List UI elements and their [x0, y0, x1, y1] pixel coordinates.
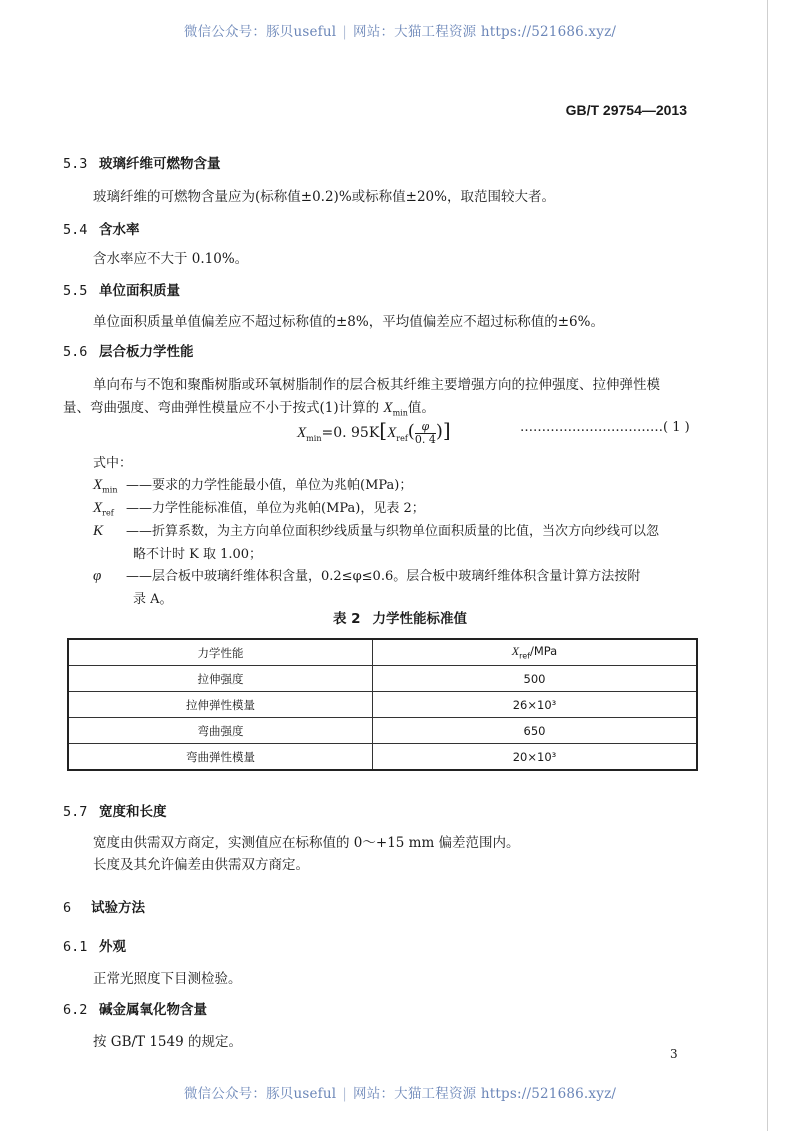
- paragraph: 单位面积质量单值偏差应不超过标称值的±8%，平均值偏差应不超过标称值的±6%。: [93, 314, 604, 330]
- cell-property: 拉伸强度: [68, 666, 373, 692]
- formula-symbol: X: [297, 425, 307, 441]
- chapter-number: 6: [63, 900, 72, 916]
- cell-property: 拉伸弹性模量: [68, 692, 373, 718]
- subscript: ref: [519, 651, 530, 661]
- watermark-top: [0, 20, 800, 40]
- section-number: 5.5: [63, 283, 88, 299]
- subscript: min: [102, 485, 118, 495]
- formula-subscript: min: [306, 433, 322, 443]
- paren-close: ): [435, 421, 443, 442]
- section-title: 宽度和长度: [99, 804, 167, 820]
- definition-symbol: [93, 500, 126, 518]
- definition-item: [93, 474, 412, 495]
- paragraph: 正常光照度下目测检验。: [93, 971, 242, 987]
- formula-symbol: X: [387, 425, 397, 441]
- symbol: φ: [93, 568, 102, 584]
- standard-number: GB/T 29754—2013: [565, 102, 687, 118]
- symbol: X: [93, 477, 103, 493]
- table-row: [68, 744, 697, 771]
- watermark-bottom: [0, 1082, 800, 1102]
- section-title: 单位面积质量: [99, 283, 180, 299]
- chapter-title: 试验方法: [91, 900, 145, 916]
- paren-open: (: [407, 421, 415, 442]
- definition-symbol: [93, 523, 126, 540]
- leader-dots: ……………………………: [520, 420, 663, 435]
- header-cell: 力学性能: [68, 639, 373, 666]
- section-number: 5.4: [63, 222, 88, 238]
- definitions-intro: 式中：: [93, 456, 133, 471]
- definition-text: ——折算系数，为主方向单位面积纱线质量与织物单位面积质量的比值，当次方向纱线可以忽: [126, 524, 660, 539]
- paragraph: 玻璃纤维的可燃物含量应为(标称值±0.2)%或标称值±20%，取范围较大者。: [93, 189, 555, 205]
- watermark-separator: |: [342, 1086, 348, 1102]
- section-heading: [63, 152, 221, 172]
- header-cell: [373, 639, 698, 666]
- section-heading: [63, 998, 207, 1018]
- symbol: K: [93, 523, 104, 539]
- subscript: ref: [102, 508, 114, 518]
- section-heading: [63, 340, 194, 360]
- scan-edge-line: [767, 0, 768, 1131]
- paragraph-continuation: [63, 396, 435, 418]
- chapter-heading: [63, 896, 145, 916]
- table-header-row: [68, 639, 697, 666]
- formula-1: [297, 418, 451, 446]
- symbol: X: [511, 644, 520, 659]
- table-title: 力学性能标准值: [372, 611, 468, 627]
- section-heading: [63, 935, 126, 955]
- definition-symbol: [93, 568, 126, 585]
- page-number: 3: [670, 1047, 678, 1061]
- definition-text: ——力学性能标准值，单位为兆帕(MPa)，见表 2；: [126, 501, 425, 516]
- watermark-separator: |: [342, 24, 348, 40]
- text: 值。: [407, 400, 435, 416]
- definition-continuation: 略不计时 K 取 1.00；: [133, 547, 263, 562]
- watermark-site: 网站：大猫工程资源 https://521686.xyz/: [353, 1086, 617, 1102]
- section-number: 6.2: [63, 1002, 88, 1018]
- cell-value: 500: [373, 666, 698, 692]
- table-label: 表 2: [332, 611, 361, 627]
- section-number: 5.7: [63, 804, 88, 820]
- denominator: 0. 4: [414, 432, 436, 446]
- section-number: 5.6: [63, 344, 88, 360]
- watermark-wechat: 微信公众号：豚贝useful: [183, 24, 337, 40]
- table-row: [68, 692, 697, 718]
- section-title: 碱金属氧化物含量: [99, 1002, 207, 1018]
- bracket-open: [: [379, 418, 388, 442]
- cell-value: 26×10³: [373, 692, 698, 718]
- symbol: X: [383, 400, 393, 416]
- section-title: 层合板力学性能: [99, 344, 194, 360]
- symbol: X: [93, 500, 103, 516]
- paragraph: 宽度由供需双方商定，实测值应在标称值的 0～+15 mm 偏差范围内。: [93, 835, 520, 851]
- bracket-close: ]: [442, 418, 451, 442]
- definition-item: [93, 497, 425, 518]
- definition-item: [93, 520, 659, 540]
- watermark-site: 网站：大猫工程资源 https://521686.xyz/: [353, 24, 617, 40]
- paragraph: 按 GB/T 1549 的规定。: [93, 1034, 242, 1050]
- section-heading: [63, 279, 180, 299]
- section-number: 6.1: [63, 939, 88, 955]
- equation-label: ( 1 ): [663, 420, 690, 435]
- section-title: 外观: [99, 939, 126, 955]
- cell-property: 弯曲弹性模量: [68, 744, 373, 771]
- definition-symbol: [93, 477, 126, 495]
- paragraph: 含水率应不大于 0.10%。: [93, 251, 249, 267]
- fraction: [415, 421, 436, 446]
- paragraph: 单向布与不饱和聚酯树脂或环氧树脂制作的层合板其纤维主要增强方向的拉伸强度、拉伸弹性模: [93, 377, 660, 393]
- subscript: min: [392, 408, 408, 418]
- cell-value: 650: [373, 718, 698, 744]
- definition-continuation: 录 A。: [133, 592, 173, 607]
- watermark-wechat: 微信公众号：豚贝useful: [183, 1086, 337, 1102]
- section-heading: [63, 218, 140, 238]
- table-caption: [0, 607, 800, 627]
- definition-text: ——层合板中玻璃纤维体积含量，0.2≤φ≤0.6。层合板中玻璃纤维体积含量计算方法按附: [126, 569, 641, 584]
- text: 量、弯曲强度、弯曲弹性模量应不小于按式(1)计算的: [63, 400, 380, 416]
- numerator: φ: [421, 419, 430, 433]
- section-title: 玻璃纤维可燃物含量: [99, 156, 221, 172]
- table-row: [68, 666, 697, 692]
- cell-property: 弯曲强度: [68, 718, 373, 744]
- section-heading: [63, 800, 167, 820]
- section-title: 含水率: [99, 222, 140, 238]
- definition-item: [93, 565, 640, 585]
- section-number: 5.3: [63, 156, 88, 172]
- formula-coefficient: =0. 95K: [321, 425, 380, 441]
- table-mechanical-properties: [67, 638, 698, 771]
- cell-value: 20×10³: [373, 744, 698, 771]
- unit: /MPa: [529, 644, 558, 659]
- paragraph: 长度及其允许偏差由供需双方商定。: [93, 857, 309, 873]
- formula-subscript: ref: [396, 433, 408, 443]
- table-row: [68, 718, 697, 744]
- equation-number: [520, 420, 690, 435]
- definition-text: ——要求的力学性能最小值，单位为兆帕(MPa)；: [126, 478, 413, 493]
